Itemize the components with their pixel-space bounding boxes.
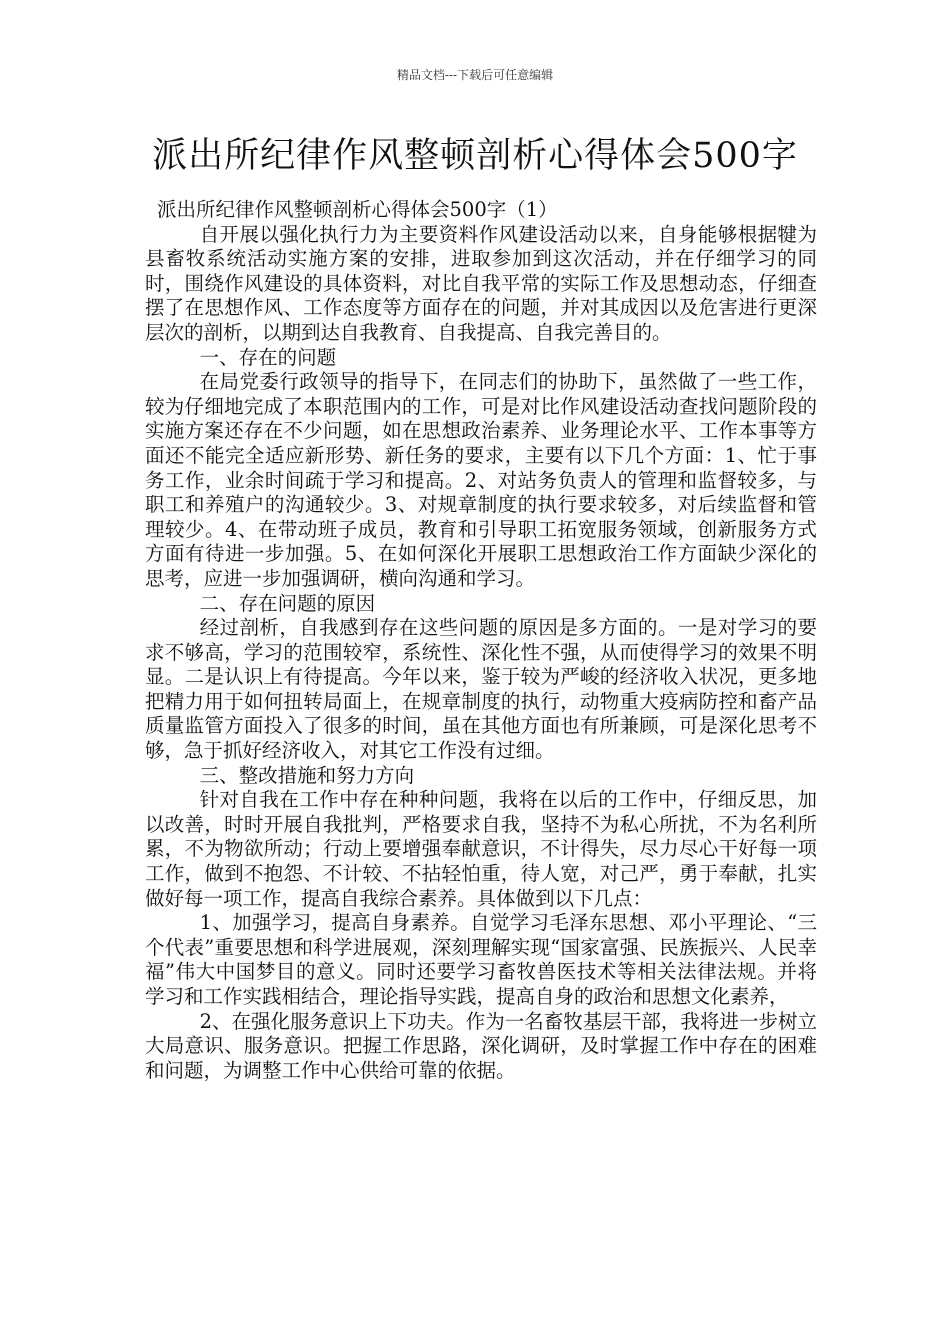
- document-subtitle: 派出所纪律作风整顿剖析心得体会500字（1）: [157, 198, 558, 221]
- section-heading-causes: 二、存在问题的原因: [199, 591, 376, 615]
- section-heading-measures: 三、整改措施和努力方向: [199, 763, 415, 787]
- intro-paragraph: 自开展以强化执行力为主要资料作风建设活动以来，自身能够根据犍为县畜牧系统活动实施方案的安排，进取参加到这次活动，并在仔细学习的同时，围绕作风建设的具体资料，对比自我平常的实际工作及思想动态，仔细查摆了在思想作风、工作态度等方面存在的问题，并对其成因以及危害进行更深层次的剖析，以期到达自我教育、自我提高、自我完善目的。: [145, 222, 817, 344]
- measure-item-1: 1、加强学习，提高自身素养。自觉学习毛泽东思想、邓小平理论、“三个代表”重要思想和科学进展观，深刻理解实现“国家富强、民族振兴、人民幸福”伟大中国梦目的意义。同时还要学习畜牧兽医技术等相关法律法规。并将学习和工作实践相结合，理论指导实践，提高自身的政治和思想文化素养，: [145, 911, 817, 1008]
- measure-item-2: 2、在强化服务意识上下功夫。作为一名畜牧基层干部，我将进一步树立大局意识、服务意识。把握工作思路，深化调研，及时掌握工作中存在的困难和问题，为调整工作中心供给可靠的依据。: [145, 1009, 817, 1082]
- problems-paragraph: 在局党委行政领导的指导下，在同志们的协助下，虽然做了一些工作，较为仔细地完成了本职范围内的工作，可是对比作风建设活动查找问题阶段的实施方案还存在不少问题，如在思想政治素养、业务理论水平、工作本事等方面还不能完全适应新形势、新任务的要求，主要有以下几个方面：1、忙于事务工作，业余时间疏于学习和提高。2、对站务负责人的管理和监督较多，与职工和养殖户的沟通较少。3、对规章制度的执行要求较多，对后续监督和管理较少。4、在带动班子成员，教育和引导职工拓宽服务领域，创新服务方式方面有待进一步加强。5、在如何深化开展职工思想政治工作方面缺少深化的思考，应进一步加强调研，横向沟通和学习。: [145, 370, 817, 590]
- document-title: 派出所纪律作风整顿剖析心得体会500字: [152, 136, 798, 176]
- causes-paragraph: 经过剖析，自我感到存在这些问题的原因是多方面的。一是对学习的要求不够高，学习的范围较窄，系统性、深化性不强，从而使得学习的效果不明显。二是认识上有待提高。今年以来，鉴于较为严峻的经济收入状况，更多地把精力用于如何扭转局面上，在规章制度的执行，动物重大疫病防控和畜产品质量监管方面投入了很多的时间，虽在其他方面也有所兼顾，可是深化思考不够，急于抓好经济收入，对其它工作没有过细。: [145, 616, 817, 763]
- document-body: [145, 198, 817, 1083]
- section-heading-problems: 一、存在的问题: [199, 345, 337, 369]
- measures-paragraph: 针对自我在工作中存在种种问题，我将在以后的工作中，仔细反思，加以改善，时时开展自我批判，严格要求自我，坚持不为私心所扰，不为名利所累，不为物欲所动；行动上要增强奉献意识，不计得失，尽力尽心干好每一项工作，做到不抱怨、不计较、不拈轻怕重，待人宽，对己严，勇于奉献，扎实做好每一项工作，提高自我综合素养。具体做到以下几点：: [145, 788, 817, 910]
- header-note: 精品文档---下载后可任意编辑: [396, 68, 554, 82]
